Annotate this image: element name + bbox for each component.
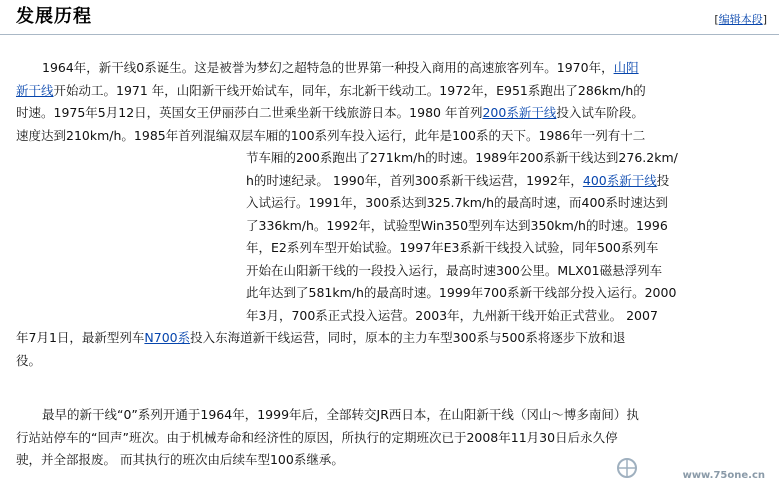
section-header bbox=[0, 0, 779, 35]
text-line: 年，E2系列车型开始试验。1997年E3系新干线投入试验，同年500系列车 bbox=[246, 240, 659, 255]
link-n700-series[interactable]: N700系 bbox=[144, 330, 191, 345]
link-400-series[interactable]: 400系新干线 bbox=[582, 172, 657, 188]
text-line: 时速。1975年5月12日，英国女王伊丽莎白二世乘坐新干线旅游日本。1980 年首列200系新干线投入试车阶段。 bbox=[16, 105, 644, 120]
text-line: 新干线开始动工。1971 年，山阳新干线开始试车，同年，东北新干线动工。1972年，E951系跑出了286km/h的 bbox=[16, 82, 646, 98]
link-200-series[interactable]: 200系新干线 bbox=[482, 105, 557, 120]
section-title: 发展历程 bbox=[16, 6, 92, 27]
text-line: 年7月1日，最新型列车N700系投入东海道新干线运营，同时，原本的主力车型300系与500系将逐步下放和退 bbox=[16, 330, 626, 345]
text-line: 入试运行。1991年，300系达到325.7km/h的最高时速，而400系时速达到 bbox=[246, 195, 668, 210]
history-paragraph-2 bbox=[16, 404, 716, 472]
edit-bracket-open: [ bbox=[714, 13, 719, 26]
text-line: 此年达到了581km/h的最高时速。1999年700系新干线部分投入运行。2000 bbox=[246, 285, 677, 300]
text-line: 驶，并全部报废。 而其执行的班次由后续车型100系继承。 bbox=[16, 452, 344, 467]
text-line: 开始在山阳新干线的一段投入运行，最高时速300公里。MLX01磁悬浮列车 bbox=[246, 262, 663, 278]
edit-section-link[interactable]: 编辑本段 bbox=[718, 13, 763, 26]
edit-section bbox=[714, 11, 767, 27]
link-sanyo[interactable]: 山阳 bbox=[613, 60, 639, 75]
text-line: 了336km/h。1992年，试验型Win350型列车达到350km/h的时速。1996 bbox=[246, 217, 668, 233]
watermark-url: www.75one.cn bbox=[682, 470, 765, 481]
link-shinkansen[interactable]: 新干线 bbox=[16, 82, 54, 98]
text-line: 节车厢的200系跑出了271km/h的时速。1989年200系新干线达到276.2km/ bbox=[246, 150, 678, 165]
text-line: h的时速纪录。 1990年，首列300系新干线运营，1992年，400系新干线投 bbox=[246, 172, 670, 188]
text-line: 1964年，新干线0系诞生。这是被誉为梦幻之超特急的世界第一种投入商用的高速旅客列车。1970年，山阳 bbox=[42, 60, 639, 75]
history-paragraph-1 bbox=[16, 57, 706, 372]
edit-bracket-close: ] bbox=[762, 13, 767, 26]
text-line: 役。 bbox=[16, 352, 42, 368]
text-line: 年3月，700系正式投入运营。2003年，九州新干线开始正式营业。 2007 bbox=[246, 307, 658, 323]
text-line: 速度达到210km/h。1985年首列混编双层车厢的100系列车投入运行，此年是100系的天下。1986年一列有十二 bbox=[16, 127, 646, 143]
text-line: 行站站停车的“回声”班次。由于机械寿命和经济性的原因，所执行的定期班次已于2008年11月30日后永久停 bbox=[16, 429, 618, 445]
watermark-logo-icon bbox=[613, 456, 641, 480]
text-line: 最早的新干线“0”系列开通于1964年，1999年后，全部转交JR西日本，在山阳新干线（冈山～博多南间）执 bbox=[42, 407, 639, 422]
